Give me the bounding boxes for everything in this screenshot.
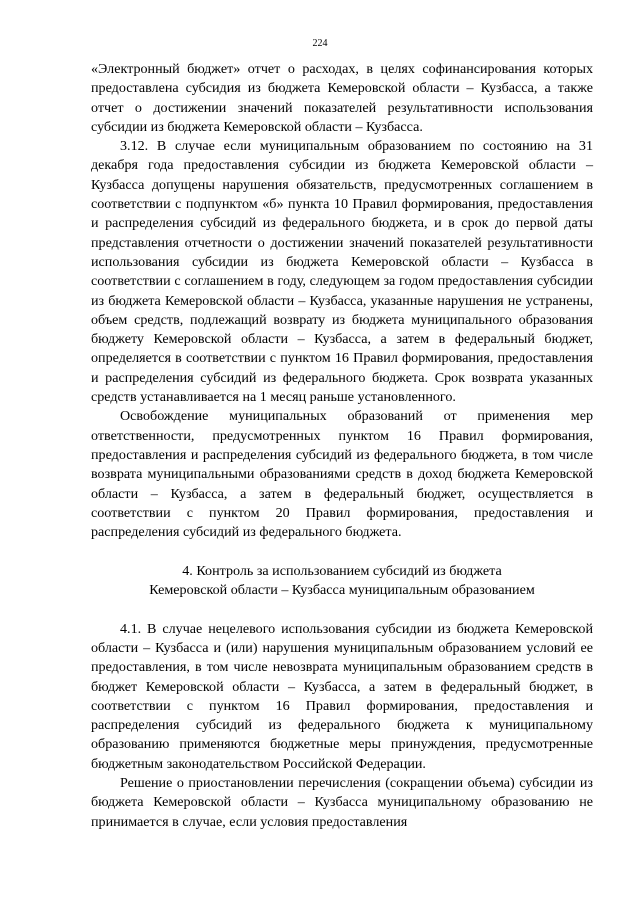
- section-heading-line-2: Кемеровской области – Кузбасса муниципальным образованием: [149, 582, 535, 599]
- page-number: 224: [312, 38, 328, 49]
- document-body: [91, 60, 593, 832]
- paragraph-4-1: 4.1. В случае нецелевого использования субсидии из бюджета Кемеровской области – Кузбасса и (или) нарушения муниципальным образованием условий ее предоставления, в том числе невозврата муниципальным образованием средств в бюджет Кемеровской области – Кузбасса, а затем в федеральный бюджет, в соответствии с пунктом 16 Правил формирования, предоставления и распределения субсидий из федерального бюджета к муниципальному образованию применяются бюджетные меры принуждения, предусмотренные бюджетным законодательством Российской Федерации.: [91, 620, 593, 772]
- section-heading: [91, 562, 593, 601]
- paragraph-decision: Решение о приостановлении перечисления (сокращении объема) субсидии из бюджета Кемеровской области – Кузбасса муниципальному образованию не принимается в случае, если условия предоставления: [91, 774, 593, 830]
- paragraph-exemption: Освобождение муниципальных образований от применения мер ответственности, предусмотренных пунктом 16 Правил формирования, предоставления и распределения субсидий из федерального бюджета, в том числе возврата муниципальными образованиями средств в доход бюджета Кемеровской области – Кузбасса, а затем в федеральный бюджет, осуществляется в соответствии с пунктом 20 Правил формирования, предоставления и распределения субсидий из федерального бюджета.: [91, 408, 593, 541]
- section-heading-line-1: 4. Контроль за использованием субсидий из бюджета: [182, 562, 502, 579]
- paragraph-continuation: «Электронный бюджет» отчет о расходах, в целях софинансирования которых предоставлена субсидия из бюджета Кемеровской области – Кузбасса, а также отчет о достижении значений показателей результативности использования субсидии из бюджета Кемеровской области – Кузбасса.: [91, 61, 593, 135]
- spacer: [91, 600, 593, 619]
- paragraph-3-12: 3.12. В случае если муниципальным образованием по состоянию на 31 декабря года предоставления субсидии из бюджета Кемеровской области – Кузбасса допущены нарушения обязательств, предусмотренных соглашением в соответствии с подпунктом «б» пункта 10 Правил формирования, предоставления и распределения субсидий из федерального бюджета, и в срок до первой даты представления отчетности о достижении значений показателей результативности использования субсидии из бюджета Кемеровской области – Кузбасса в соответствии с соглашением в году, следующем за годом предоставления субсидии из бюджета Кемеровской области – Кузбасса, указанные нарушения не устранены, объем средств, подлежащий возврату из бюджета муниципального образования бюджету Кемеровской области – Кузбасса, а затем в федеральный бюджет, определяется в соответствии с пунктом 16 Правил формирования, предоставления и распределения субсидий из федерального бюджета. Срок возврата указанных средств устанавливается на 1 месяц раньше установленного.: [91, 138, 593, 406]
- spacer: [91, 542, 593, 561]
